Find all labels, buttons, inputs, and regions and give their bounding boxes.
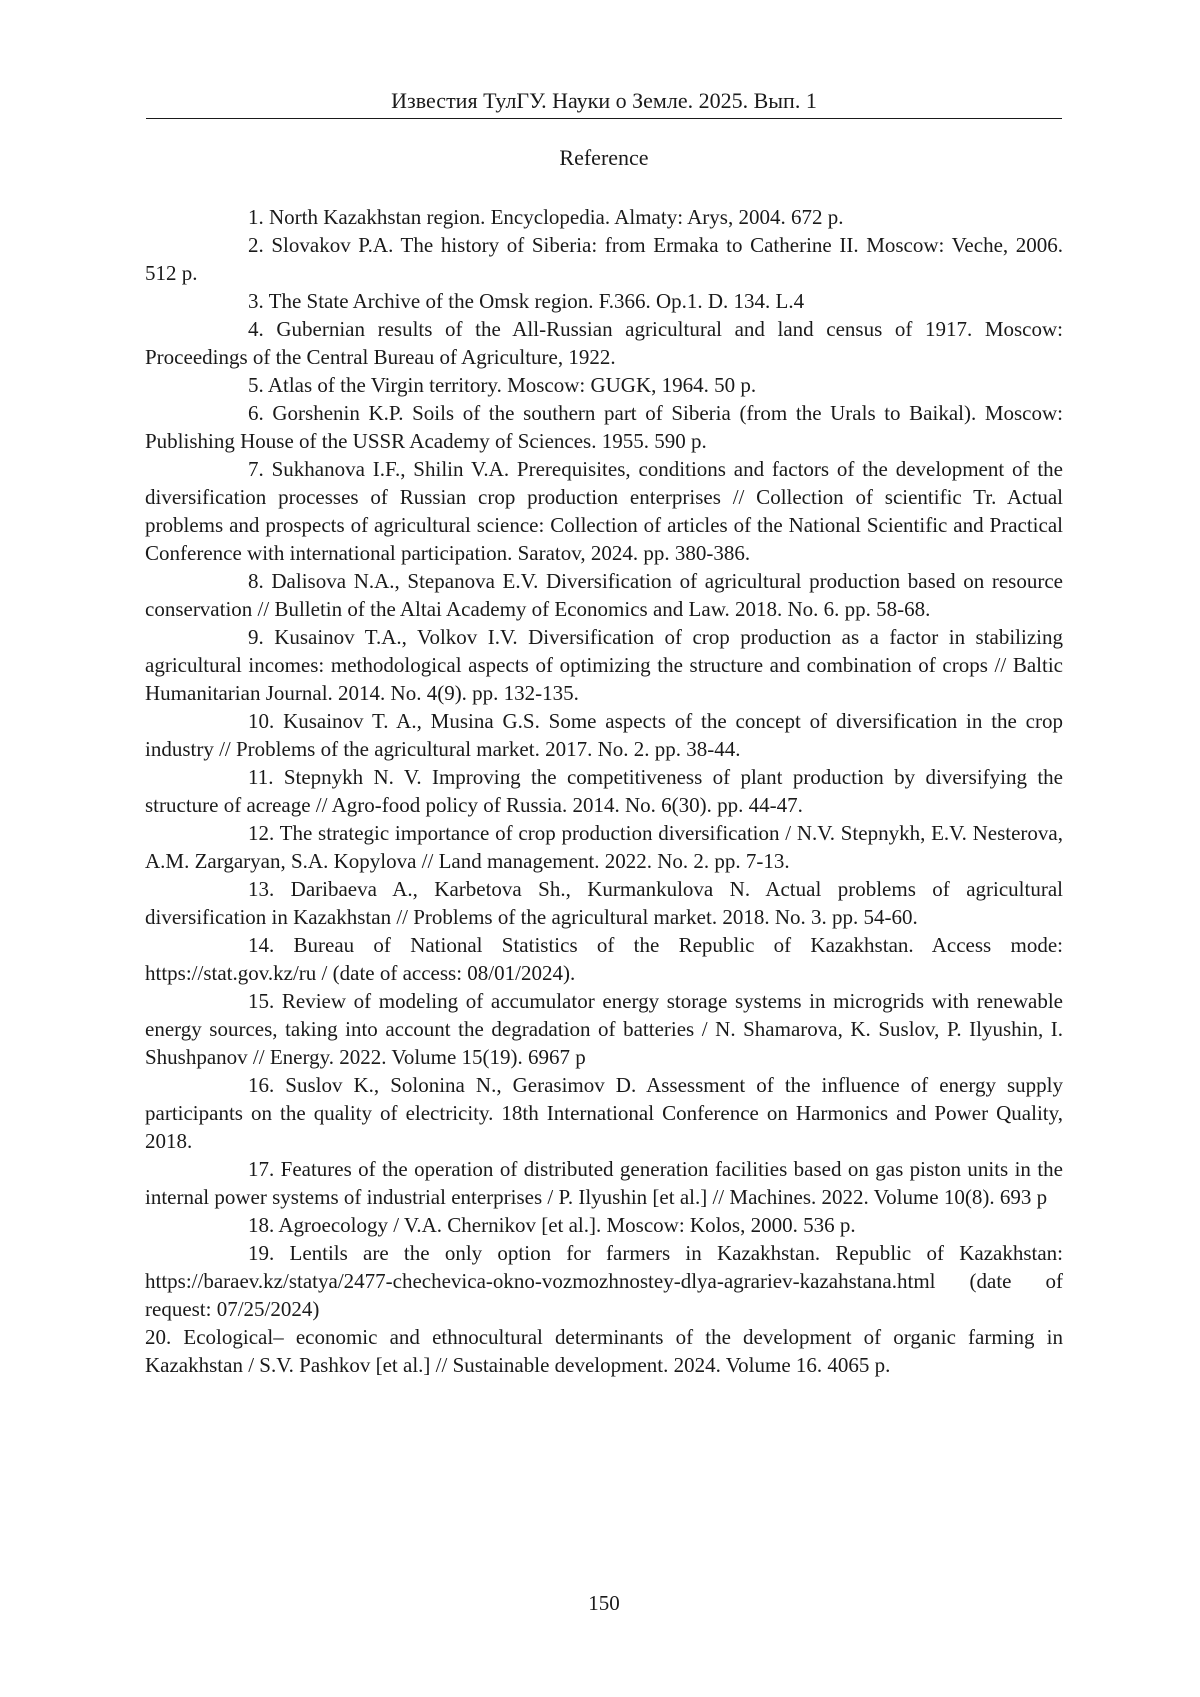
reference-item: 6. Gorshenin K.P. Soils of the southern part of Siberia (from the Urals to Baikal). Moscow: Publishing House of the USSR Academy of Sciences. 1955. 590 p. <box>145 401 1063 453</box>
reference-item: 12. The strategic importance of crop production diversification / N.V. Stepnykh, E.V. Nesterova, A.M. Zargaryan, S.A. Kopylova // Land management. 2022. No. 2. pp. 7-13. <box>145 821 1063 873</box>
running-header: Известия ТулГУ. Науки о Земле. 2025. Вып. 1 <box>391 88 817 113</box>
reference-item: 8. Dalisova N.A., Stepanova E.V. Diversification of agricultural production based on resource conservation // Bulletin of the Altai Academy of Economics and Law. 2018. No. 6. pp. 58-68. <box>145 569 1063 621</box>
section-title: Reference <box>559 145 649 170</box>
reference-item: 11. Stepnykh N. V. Improving the competitiveness of plant production by diversifying the structure of acreage // Agro-food policy of Russia. 2014. No. 6(30). pp. 44-47. <box>145 765 1063 817</box>
reference-item: 5. Atlas of the Virgin territory. Moscow: GUGK, 1964. 50 p. <box>248 373 757 397</box>
reference-item: 9. Kusainov T.A., Volkov I.V. Diversification of crop production as a factor in stabilizing agricultural incomes: methodological aspects of optimizing the structure and combination of crops // Baltic Humanitarian Journal. 2014. No. 4(9). pp. 132-135. <box>145 625 1063 705</box>
header-divider <box>146 118 1062 119</box>
reference-item: 16. Suslov K., Solonina N., Gerasimov D. Assessment of the influence of energy supply participants on the quality of electricity. 18th International Conference on Harmonics and Power Quality, 2018. <box>145 1073 1063 1153</box>
reference-item: 14. Bureau of National Statistics of the Republic of Kazakhstan. Access mode: https://stat.gov.kz/ru / (date of access: 08/01/2024). <box>145 933 1063 985</box>
reference-item: 17. Features of the operation of distributed generation facilities based on gas piston units in the internal power systems of industrial enterprises / P. Ilyushin [et al.] // Machines. 2022. Volume 10(8). 693 p <box>145 1157 1063 1209</box>
reference-item: 19. Lentils are the only option for farmers in Kazakhstan. Republic of Kazakhstan: https://baraev.kz/statya/2477-chechevica-okno-vozmozhnostey-dlya-agrariev-kazahstana.html (date of request: 07/25/2024) <box>145 1241 1063 1321</box>
reference-item: 4. Gubernian results of the All-Russian agricultural and land census of 1917. Moscow: Proceedings of the Central Bureau of Agriculture, 1922. <box>145 317 1063 369</box>
page-number: 150 <box>588 1591 620 1615</box>
reference-item: 3. The State Archive of the Omsk region. F.366. Op.1. D. 134. L.4 <box>248 289 805 313</box>
reference-item: 13. Daribaeva A., Karbetova Sh., Kurmankulova N. Actual problems of agricultural diversification in Kazakhstan // Problems of the agricultural market. 2018. No. 3. pp. 54-60. <box>145 877 1063 929</box>
reference-item: 2. Slovakov P.A. The history of Siberia: from Ermaka to Catherine II. Moscow: Veche, 2006. 512 p. <box>145 233 1063 285</box>
reference-item: 7. Sukhanova I.F., Shilin V.A. Prerequisites, conditions and factors of the development of the diversification processes of Russian crop production enterprises // Collection of scientific Tr. Actual problems and prospects of agricultural science: Collection of articles of the National Scientific and Practical Conference with international participation. Saratov, 2024. pp. 380-386. <box>145 457 1063 565</box>
reference-item: 20. Ecological– economic and ethnocultural determinants of the development of organic farming in Kazakhstan / S.V. Pashkov [et al.] // Sustainable development. 2024. Volume 16. 4065 p. <box>145 1325 1063 1377</box>
reference-item: 10. Kusainov T. A., Musina G.S. Some aspects of the concept of diversification in the crop industry // Problems of the agricultural market. 2017. No. 2. pp. 38-44. <box>145 709 1063 761</box>
reference-list <box>145 203 1063 1379</box>
reference-item: 1. North Kazakhstan region. Encyclopedia. Almaty: Arys, 2004. 672 p. <box>248 205 844 229</box>
reference-item: 15. Review of modeling of accumulator energy storage systems in microgrids with renewable energy sources, taking into account the degradation of batteries / N. Shamarova, K. Suslov, P. Ilyushin, I. Shushpanov // Energy. 2022. Volume 15(19). 6967 p <box>145 989 1063 1069</box>
reference-item: 18. Agroecology / V.A. Chernikov [et al.]. Moscow: Kolos, 2000. 536 p. <box>248 1213 856 1237</box>
